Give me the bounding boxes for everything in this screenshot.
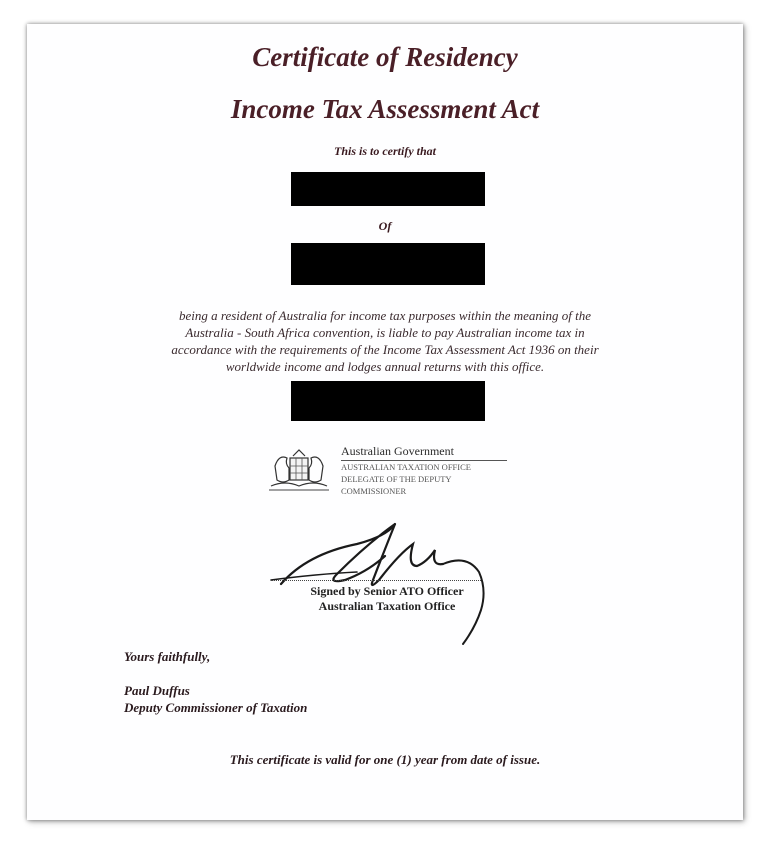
certify-line: This is to certify that [334, 144, 436, 158]
official-stamp [265, 444, 515, 514]
body-line: accordance with the requirements of the Income Tax Assessment Act 1936 on their [171, 342, 599, 357]
signatory-role: Deputy Commissioner of Taxation [124, 700, 308, 715]
certificate-page [27, 24, 743, 820]
stamp-divider [341, 460, 507, 461]
certificate-title: Certificate of Residency [252, 42, 518, 72]
signature-caption [247, 584, 527, 614]
body-line: worldwide income and lodges annual returns with this office. [225, 359, 545, 374]
stamp-line-office: AUSTRALIAN TAXATION OFFICE [341, 462, 471, 472]
handwritten-signature [267, 514, 517, 649]
stamp-line-commissioner: COMMISSIONER [341, 486, 407, 496]
stamp-line-delegate: DELEGATE OF THE DEPUTY [341, 474, 452, 484]
body-line: being a resident of Australia for income tax purposes within the meaning of the [179, 308, 591, 323]
closing-salutation: Yours faithfully, [124, 649, 211, 664]
signed-by-label: Signed by Senior ATO Officer [310, 584, 464, 598]
office-label: Australian Taxation Office [318, 599, 456, 613]
certificate-body [127, 307, 643, 375]
stamp-line-government: Australian Government [341, 444, 454, 458]
redacted-reference-block [291, 381, 485, 421]
signatory-name: Paul Duffus [124, 683, 190, 698]
signature-line [271, 580, 481, 581]
coat-of-arms-icon [265, 446, 333, 492]
validity-note: This certificate is valid for one (1) year from date of issue. [229, 752, 541, 767]
of-label: Of [378, 219, 392, 233]
certificate-subtitle: Income Tax Assessment Act [230, 94, 540, 124]
body-line: Australia - South Africa convention, is liable to pay Australian income tax in [185, 325, 585, 340]
redacted-name-block [291, 172, 485, 206]
redacted-address-block [291, 243, 485, 285]
